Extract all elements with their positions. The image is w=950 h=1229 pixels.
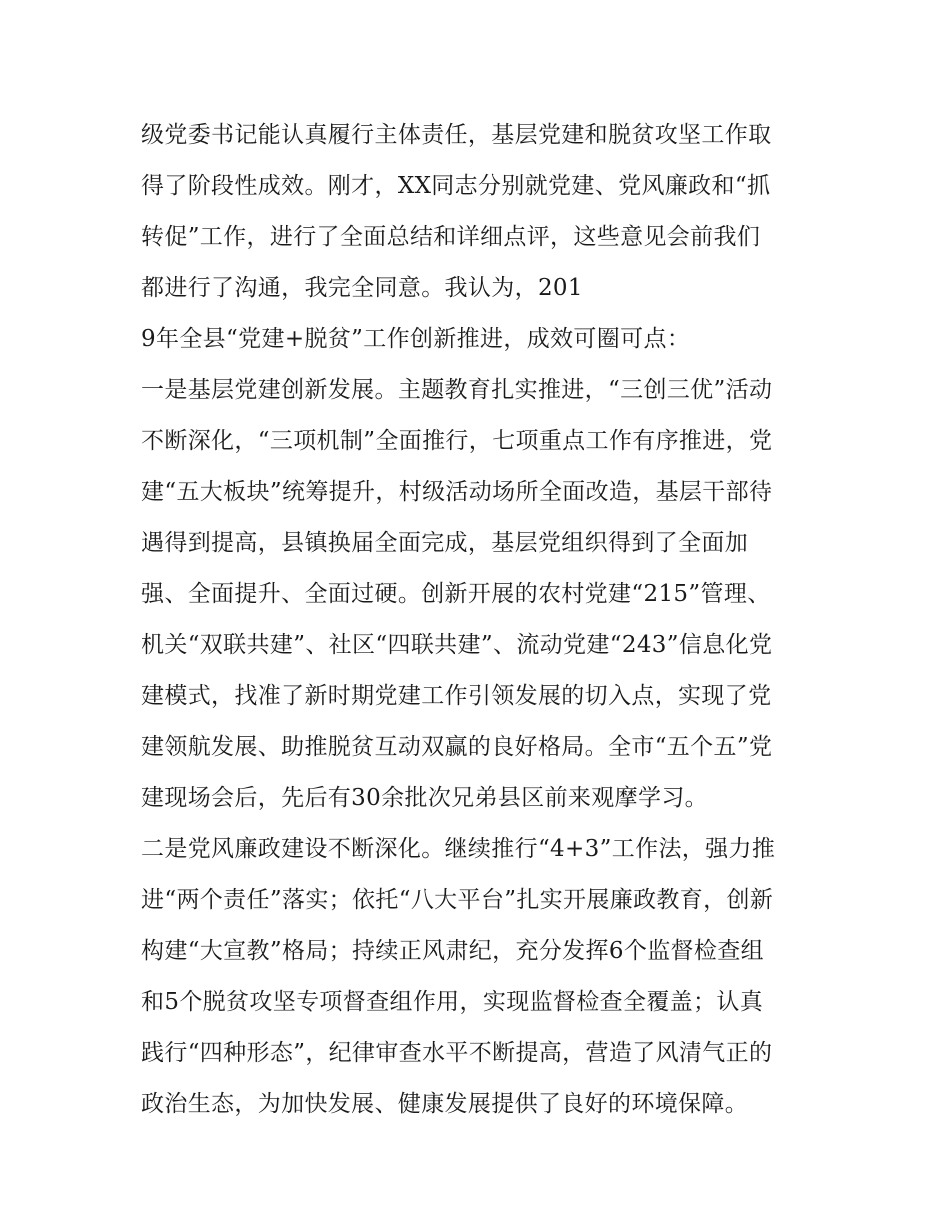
text-line: 政治生态，为加快发展、健康发展提供了良好的环境保障。	[141, 1091, 749, 1117]
text-line: 践行“四种形态”，纪律审查水平不断提高，营造了风清气正的	[141, 1040, 773, 1066]
text-line: 建“五大板块”统筹提升，村级活动场所全面改造，基层干部待	[141, 479, 773, 505]
text-line: 机关“双联共建”、社区“四联共建”、流动党建“243”信息化党	[141, 632, 773, 658]
text-line: 进“两个责任”落实；依托“八大平台”扎实开展廉政教育，创新	[141, 887, 774, 913]
text-line: 都进行了沟通，我完全同意。我认为，201	[141, 275, 583, 301]
text-line: 级党委书记能认真履行主体责任，基层党建和脱贫攻坚工作取	[141, 122, 772, 148]
text-line: 转促”工作，进行了全面总结和详细点评，这些意见会前我们	[141, 224, 761, 250]
text-line: 强、全面提升、全面过硬。创新开展的农村党建“215”管理、	[141, 581, 771, 607]
text-line: 构建“大宣教”格局；持续正风肃纪，充分发挥6个监督检查组	[141, 938, 764, 964]
document-body	[141, 110, 821, 1130]
text-line: 遇得到提高，县镇换届全面完成，基层党组织得到了全面加	[141, 530, 749, 556]
text-line: 建领航发展、助推脱贫互动双赢的良好格局。全市“五个五”党	[141, 734, 773, 760]
text-line: 不断深化，“三项机制”全面推行，七项重点工作有序推进，党	[141, 428, 773, 454]
text-line: 和5个脱贫攻坚专项督查组作用，实现监督检查全覆盖；认真	[141, 989, 764, 1015]
text-line: 9年全县“党建+脱贫”工作创新推进，成效可圈可点：	[141, 326, 691, 352]
text-line: 建模式，找准了新时期党建工作引领发展的切入点，实现了党	[141, 683, 772, 709]
text-line: 建现场会后，先后有30余批次兄弟县区前来观摩学习。	[141, 785, 709, 811]
text-line: 得了阶段性成效。刚才，XX同志分别就党建、党风廉政和“抓	[141, 173, 771, 199]
text-line: 二是党风廉政建设不断深化。继续推行“4+3”工作法，强力推	[141, 836, 776, 862]
text-line: 一是基层党建创新发展。主题教育扎实推进，“三创三优”活动	[141, 377, 773, 403]
